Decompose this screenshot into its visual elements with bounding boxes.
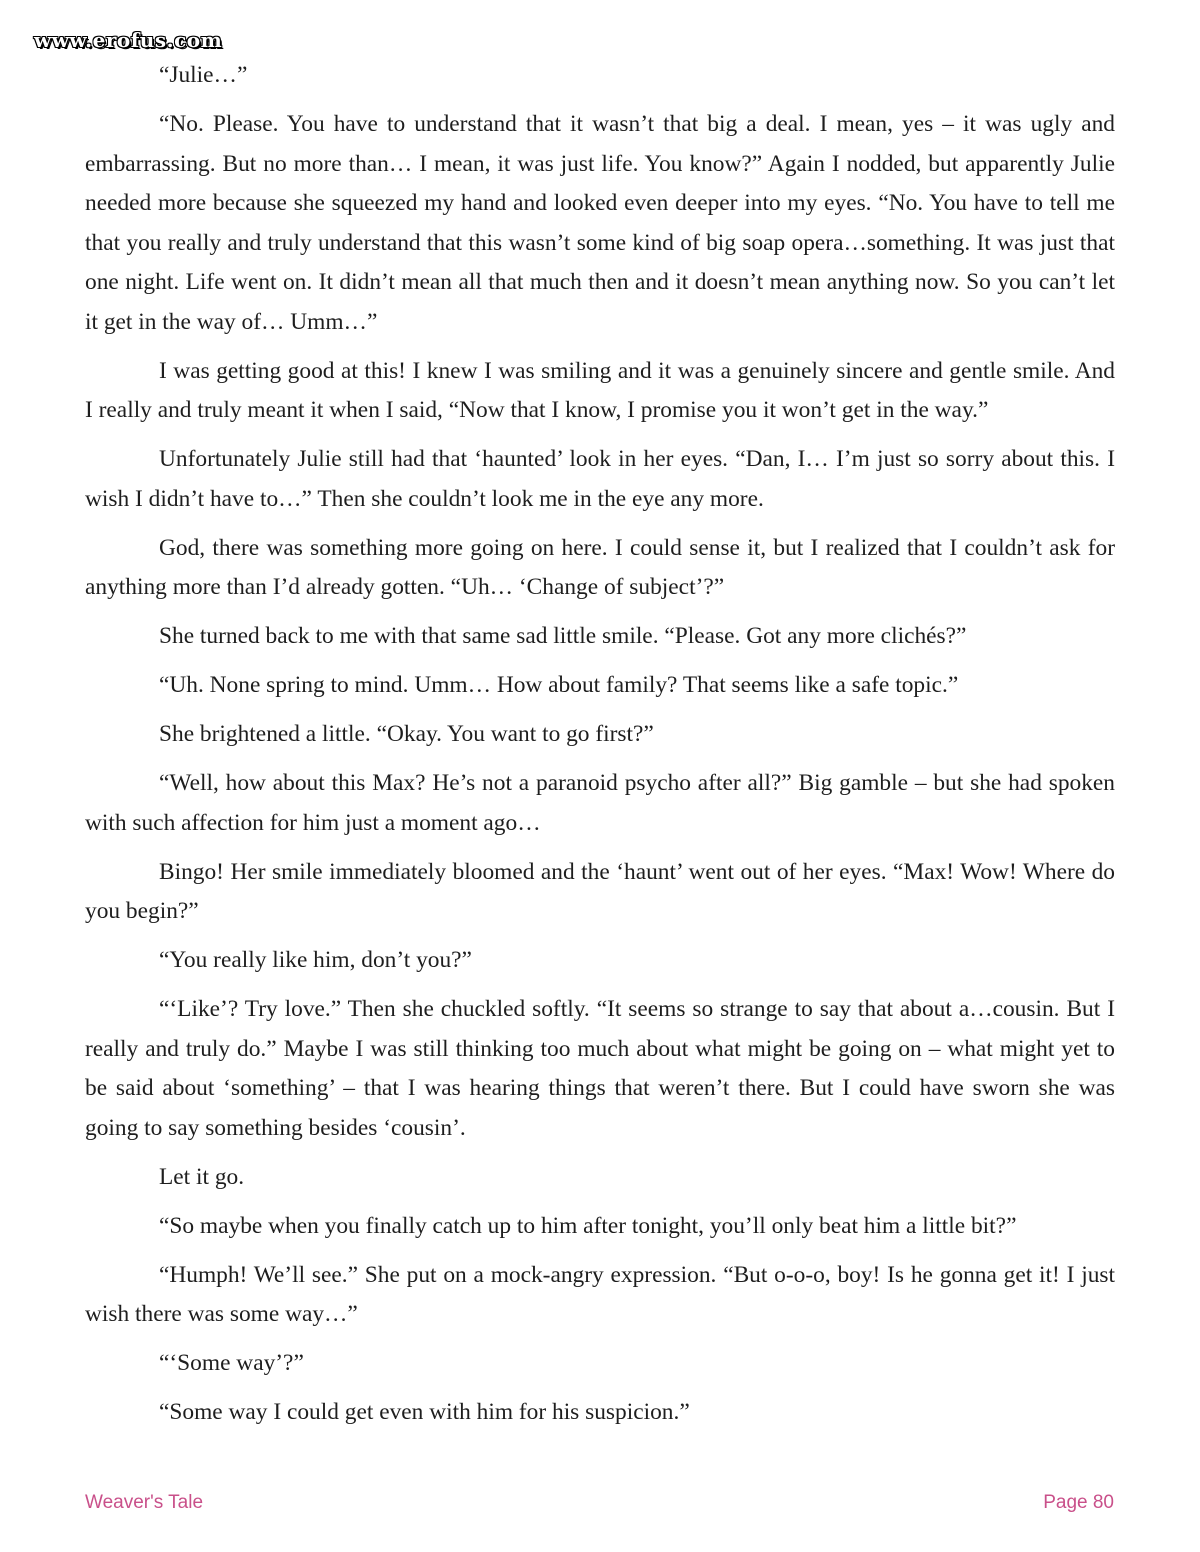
footer-page-number: Page 80 bbox=[1043, 1492, 1114, 1513]
paragraph: “‘Like’? Try love.” Then she chuckled softly. “It seems so strange to say that about a…cousin. But I really and truly do.” Maybe I was still thinking too much about what might be going on – what might yet to be said about ‘something’ – that I was hearing things that weren’t there. But I could have sworn she was going to say something besides ‘cousin’. bbox=[85, 996, 1115, 1141]
paragraph: “So maybe when you finally catch up to him after tonight, you’ll only beat him a little bit?” bbox=[159, 1212, 1017, 1239]
paragraph: “Well, how about this Max? He’s not a paranoid psycho after all?” Big gamble – but she had spoken with such affection for him just a moment ago… bbox=[85, 770, 1115, 836]
paragraph: I was getting good at this! I knew I was smiling and it was a genuinely sincere and gentle smile. And I really and truly meant it when I said, “Now that I know, I promise you it won’t get in the way.” bbox=[85, 357, 1115, 423]
paragraph: “‘Some way’?” bbox=[159, 1350, 304, 1376]
paragraph: Unfortunately Julie still had that ‘haunted’ look in her eyes. “Dan, I… I’m just so sorry about this. I wish I didn’t have to…” Then she couldn’t look me in the eye any more. bbox=[85, 446, 1115, 512]
paragraph: “Uh. None spring to mind. Umm… How about family? That seems like a safe topic.” bbox=[159, 672, 959, 698]
paragraph: “Julie…” bbox=[159, 62, 248, 88]
paragraph: God, there was something more going on here. I could sense it, but I realized that I couldn’t ask for anything more than I’d already gotten. “Uh… ‘Change of subject’?” bbox=[85, 534, 1115, 600]
footer-book-title: Weaver's Tale bbox=[85, 1492, 204, 1513]
paragraph: “Some way I could get even with him for his suspicion.” bbox=[159, 1399, 690, 1425]
watermark: www.erofus.com bbox=[34, 28, 223, 52]
paragraph: “You really like him, don’t you?” bbox=[159, 947, 472, 973]
paragraph: “No. Please. You have to understand that it wasn’t that big a deal. I mean, yes – it was ugly and embarrassing. But no more than… I mean, it was just life. You know?” Again I nodded, but apparently Julie needed more because she squeezed my hand and looked even deeper into my eyes. “No. You have to tell me that you really and truly understand that this wasn’t some kind of big soap opera…something. It was just that one night. Life went on. It didn’t mean all that much then and it doesn’t mean anything now. So you can’t let it get in the way of… Umm…” bbox=[85, 111, 1115, 335]
paragraph: She brightened a little. “Okay. You want to go first?” bbox=[159, 721, 654, 747]
paragraph: She turned back to me with that same sad little smile. “Please. Got any more clichés?” bbox=[159, 623, 967, 649]
paragraph: Bingo! Her smile immediately bloomed and the ‘haunt’ went out of her eyes. “Max! Wow! Where do you begin?” bbox=[85, 858, 1115, 924]
paragraph: Let it go. bbox=[159, 1163, 245, 1190]
story-text bbox=[85, 56, 1115, 1442]
paragraph: “Humph! We’ll see.” She put on a mock-angry expression. “But o-o-o, boy! Is he gonna get it! I just wish there was some way…” bbox=[85, 1261, 1115, 1327]
